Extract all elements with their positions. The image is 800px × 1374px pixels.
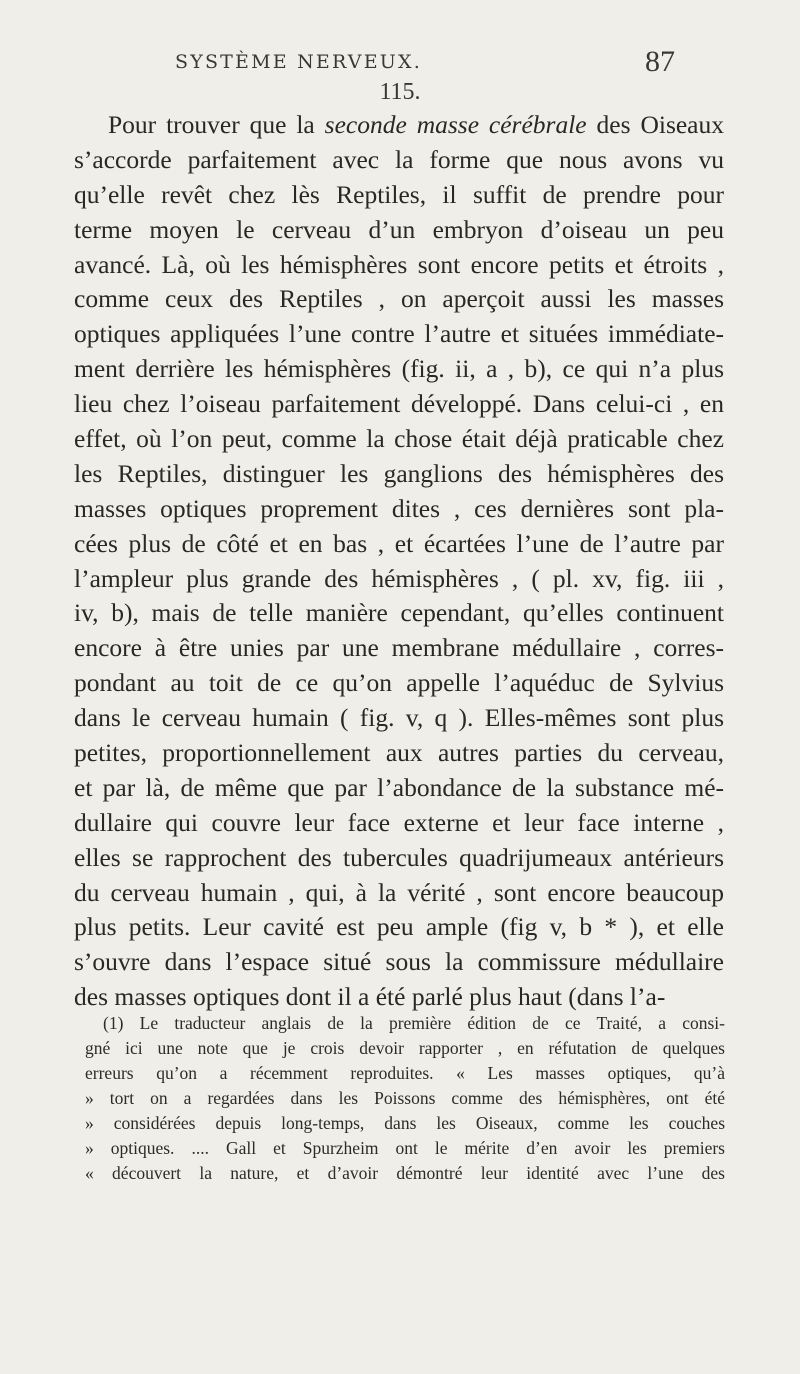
footnote-line: » optiques. .... Gall et Spurzheim ont le mérite d’en avoir les premiers xyxy=(85,1138,725,1158)
footnote-line: (1) Le traducteur anglais de la première édition de ce Traité, a consi- xyxy=(103,1013,725,1033)
italic-term: seconde masse cérébrale xyxy=(324,110,587,139)
paragraph-line: qu’elle revêt chez lès Reptiles, il suffit de prendre pour xyxy=(74,179,724,209)
paragraph-line: s’accorde parfaitement avec la forme que nous avons vu xyxy=(74,144,724,174)
paragraph-line: pondant au toit de ce qu’on appelle l’aquéduc de Sylvius xyxy=(74,668,724,698)
paragraph-line: et par là, de même que par l’abondance de la substance mé- xyxy=(74,772,724,802)
paragraph-line: dullaire qui couvre leur face externe et leur face interne , xyxy=(74,807,724,837)
paragraph-line: masses optiques proprement dites , ces dernières sont pla- xyxy=(74,493,724,523)
paragraph-line xyxy=(74,108,724,143)
footnote-line: » considérées depuis long-temps, dans les Oiseaux, comme les couches xyxy=(85,1113,725,1133)
paragraph-line: dans le cerveau humain ( fig. v, q ). Elles-mêmes sont plus xyxy=(74,703,724,733)
paragraph-line-tail: des Oiseaux xyxy=(586,110,724,139)
main-paragraph xyxy=(74,108,724,1015)
paragraph-line: comme ceux des Reptiles , on aperçoit aussi les masses xyxy=(74,284,724,314)
paragraph-line: optiques appliquées l’une contre l’autre et situées immédiate- xyxy=(74,319,724,349)
paragraph-line: cées plus de côté et en bas , et écartées l’une de l’autre par xyxy=(74,528,724,558)
paragraph-line: petites, proportionnellement aux autres parties du cerveau, xyxy=(74,738,724,768)
footnote-line: « découvert la nature, et d’avoir démontré leur identité avec l’une des xyxy=(85,1163,725,1183)
paragraph-line: encore à être unies par une membrane médullaire , corres- xyxy=(74,633,724,663)
footnote-line: gné ici une note que je crois devoir rapporter , en réfutation de quelques xyxy=(85,1038,725,1058)
paragraph-line: elles se rapprochent des tubercules quadrijumeaux antérieurs xyxy=(74,842,724,872)
paragraph-line: lieu chez l’oiseau parfaitement développé. Dans celui-ci , en xyxy=(74,389,724,419)
footnote xyxy=(85,1011,725,1186)
footnote-line: » tort on a regardées dans les Poissons comme des hémisphères, ont été xyxy=(85,1088,725,1108)
footnote-line: erreurs qu’on a récemment reproduites. « Les masses optiques, qu’à xyxy=(85,1063,725,1083)
paragraph-line: des masses optiques dont il a été parlé plus haut (dans l’a- xyxy=(74,982,666,1012)
paragraph-line: terme moyen le cerveau d’un embryon d’oiseau un peu xyxy=(74,214,724,244)
paragraph-line: s’ouvre dans l’espace situé sous la commissure médullaire xyxy=(74,947,724,977)
running-head xyxy=(175,45,675,77)
paragraph-line: avancé. Là, où les hémisphères sont encore petits et étroits , xyxy=(74,249,724,279)
paragraph-line: plus petits. Leur cavité est peu ample (fig v, b * ), et elle xyxy=(74,912,724,942)
running-title: SYSTÈME NERVEUX. xyxy=(175,51,422,73)
page-number: 87 xyxy=(645,45,675,78)
paragraph-line: iv, b), mais de telle manière cependant, qu’elles continuent xyxy=(74,598,724,628)
paragraph-line: ment derrière les hémisphères (fig. ii, a , b), ce qui n’a plus xyxy=(74,354,724,384)
paragraph-line: effet, où l’on peut, comme la chose était déjà praticable chez xyxy=(74,424,724,454)
paragraph-line: les Reptiles, distinguer les ganglions des hémisphères des xyxy=(74,458,724,488)
paragraph-line: l’ampleur plus grande des hémisphères , ( pl. xv, fig. iii , xyxy=(74,563,724,593)
section-number: 115. xyxy=(379,79,421,105)
paragraph-line: du cerveau humain , qui, à la vérité , sont encore beaucoup xyxy=(74,877,724,907)
paragraph-line-lead: Pour trouver que la xyxy=(108,110,325,139)
